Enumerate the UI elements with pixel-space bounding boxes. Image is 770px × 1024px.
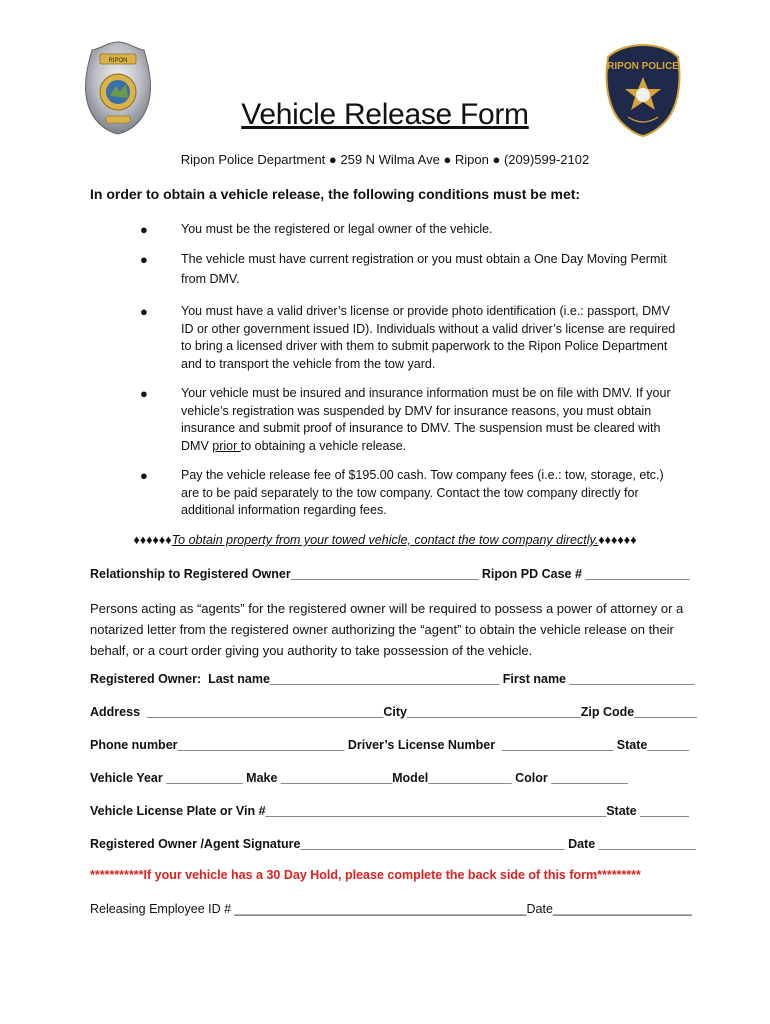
condition-item bbox=[181, 385, 681, 455]
prior-emphasis: prior bbox=[212, 438, 241, 453]
plate-vin-field[interactable]: Vehicle License Plate or Vin #_________________________________________________State _______ bbox=[90, 804, 689, 818]
agents-paragraph: Persons acting as “agents” for the registered owner will be required to possess a power of attorney or a notarized letter from the registered owner authorizing the “agent” to obtain the vehicle release on their behalf, or a court order giving you authority to take possession of the vehicle. bbox=[90, 601, 684, 658]
releasing-employee-field[interactable]: Releasing Employee ID # __________________________________________Date____________________ bbox=[90, 902, 692, 916]
bullet-dot: ● bbox=[140, 304, 148, 319]
condition-item-text: Your vehicle must be insured and insurance information must be on file with DMV. If your vehicle’s registration was suspended by DMV for insurance reasons, you must obtain insurance and submit proof of insurance to DMV. The suspension must be cleared with DMV bbox=[181, 386, 671, 453]
diamond-icons: ♦♦♦♦♦♦ bbox=[133, 533, 172, 547]
department-address: Ripon Police Department ● 259 N Wilma Ave ● Ripon ● (209)599-2102 bbox=[180, 152, 590, 167]
condition-item: Pay the vehicle release fee of $195.00 cash. Tow company fees (i.e.: tow, storage, etc.) are to be paid separately to the tow company. Contact the tow company directly for additional information regarding fees. bbox=[181, 468, 664, 517]
bullet-dot: ● bbox=[140, 386, 148, 401]
relationship-field[interactable]: Relationship to Registered Owner___________________________ Ripon PD Case # _______________ bbox=[90, 567, 690, 581]
phone-license-field[interactable]: Phone number________________________ Driver’s License Number ________________ State______ bbox=[90, 738, 690, 752]
tow-company-notice bbox=[0, 533, 770, 547]
bullet-dot: ● bbox=[140, 252, 148, 267]
bullet-dot: ● bbox=[140, 222, 148, 237]
condition-item: You must be the registered or legal owner of the vehicle. bbox=[181, 222, 493, 236]
notice-text: To obtain property from your towed vehicle, contact the tow company directly. bbox=[171, 533, 599, 547]
badge-left-banner-text: RIPON bbox=[108, 58, 128, 64]
condition-item: You must have a valid driver’s license or provide photo identification (i.e.: passport, DMV ID or other government issued ID). Individuals without a valid driver’s license are required to bring a licensed driver with them to submit paperwork to the Ripon Police Department and to transport the vehicle from the tow yard. bbox=[181, 304, 676, 371]
badge-right-text: RIPON POLICE bbox=[607, 61, 679, 72]
condition-item-text-end: to obtaining a vehicle release. bbox=[240, 438, 407, 453]
page-title: Vehicle Release Form bbox=[241, 98, 529, 131]
conditions-intro: In order to obtain a vehicle release, the following conditions must be met: bbox=[90, 186, 581, 202]
signature-field[interactable]: Registered Owner /Agent Signature______________________________________ Date ______________ bbox=[90, 837, 696, 851]
condition-item: The vehicle must have current registration or you must obtain a One Day Moving Permit from DMV. bbox=[181, 252, 667, 286]
diamond-icons: ♦♦♦♦♦♦ bbox=[598, 533, 637, 547]
owner-name-field[interactable]: Registered Owner: Last name_________________________________ First name __________________ bbox=[90, 672, 695, 686]
bullet-dot: ● bbox=[140, 468, 148, 483]
thirty-day-hold-warning: ***********If your vehicle has a 30 Day Hold, please complete the back side of this form********* bbox=[90, 868, 641, 882]
address-field[interactable]: Address __________________________________City_________________________Zip Code_________ bbox=[90, 705, 697, 719]
vehicle-details-field[interactable]: Vehicle Year ___________ Make ________________Model____________ Color ___________ bbox=[90, 771, 628, 785]
